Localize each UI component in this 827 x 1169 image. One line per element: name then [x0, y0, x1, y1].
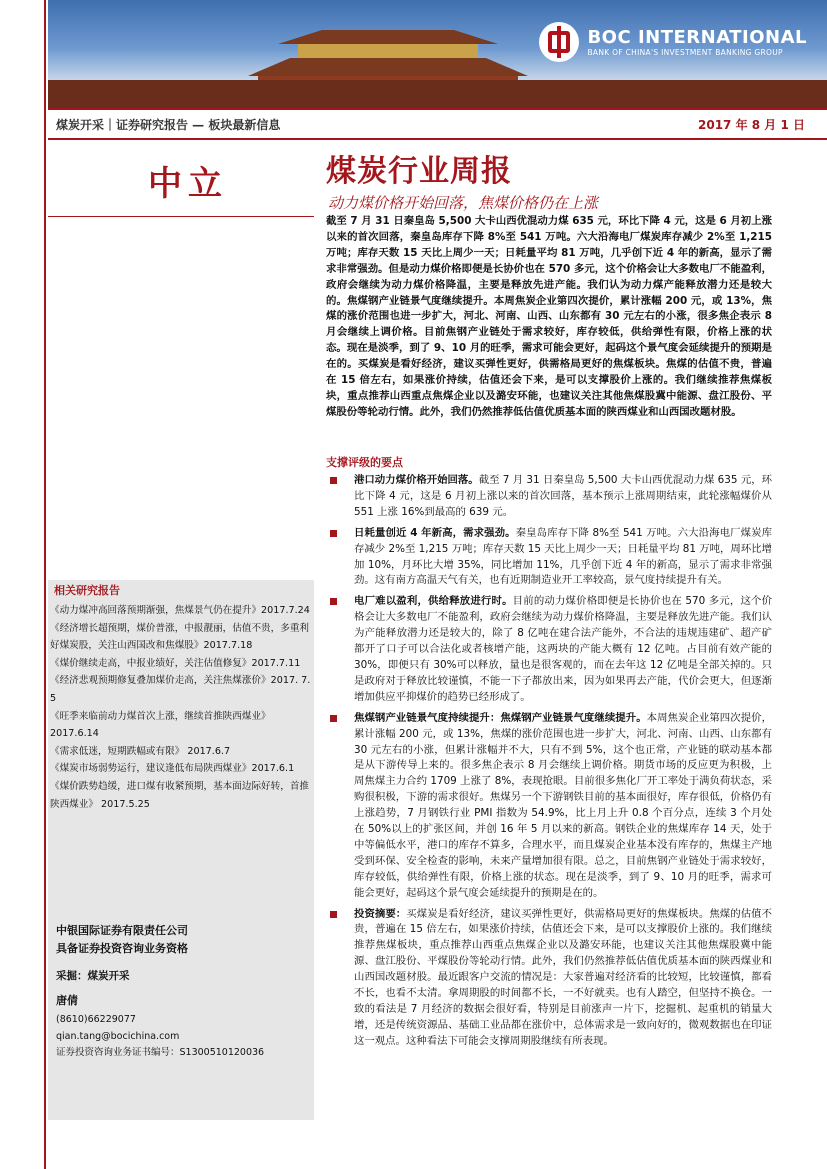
analyst-name: 唐倩 — [56, 994, 78, 1007]
related-report-item[interactable]: 《煤价继续走高，中报业绩好，关注估值修复》2017.7.11 — [50, 657, 301, 669]
page-subtitle: 动力煤价格开始回落，焦煤价格仍在上涨 — [328, 194, 599, 212]
square-bullet-icon — [330, 911, 337, 918]
key-point-lead: 投资摘要： — [354, 907, 407, 920]
square-bullet-icon — [330, 715, 337, 722]
related-report-item[interactable]: 《经济增长超预期，煤价普涨，中报靓丽，估值不贵，多重利好煤炭股，关注山西国改和焦煤股》2017.7.18 — [50, 622, 310, 652]
organization-name: 中银国际证券有限责任公司 — [56, 924, 188, 937]
key-point-lead: 港口动力煤价格开始回落。 — [354, 474, 479, 486]
summary-paragraph: 截至 7 月 31 日秦皇岛 5,500 大卡山西优混动力煤 635 元，环比下降 4 元，这是 6 月初上涨以来的首次回落，秦皇岛库存下降 8%至 541 万吨。六大沿海电厂煤炭库存减少 2%至 1,215 万吨；库存天数 15 天比上周少一天；日耗量平均 81 万吨，几乎创下近 4 年的新高，显示了需求非常强劲。但是动力煤价格即便是长协价也在 570 多元，这个价格会让大多数电厂不能盈利，政府会继续为动力煤价格降温，主要是释放先进产能。我们认为动力煤产能释放潜力还是较大的。焦煤钢产业链景气度继续提升。本周焦炭企业第四次提价，累计涨幅 200 元，或 13%，焦煤的涨价范围也进一步扩大，河北、河南、山西、山东都有 30 元左右的小涨，很多焦企表示 8 月会继续上调价格。目前焦钢产业链处于需求较好，库存较低，供给弹性有限，价格上涨的状态。现在是淡季，到了 9、10 月的旺季，需求可能会更好，起码这个景气度会延续提升的预期是在的。买煤炭是看好经济，建议买弹性更好，供需格局更好的焦煤板块。焦煤的估值不贵，普遍在 15 倍左右，如果涨价持续，估值还会下来，是可以支撑股价上涨的。我们继续推荐焦煤板块，重点推荐山西重点焦煤企业以及潞安环能，也建议关注其他焦煤股冀中能源、盘江股份、平煤股份等轮动行情。此外，我们仍然推荐低估值优质基本面的陕西煤业和山西国改题材股。 — [326, 215, 772, 418]
page-title: 煤炭行业周报 — [326, 154, 512, 189]
square-bullet-icon — [330, 598, 337, 605]
related-report-item[interactable]: 《经济悲观预期修复叠加煤价走高，关注焦煤涨价》2017. 7. 5 — [50, 675, 311, 704]
related-report-item[interactable]: 《动力煤冲高回落预期渐强，焦煤景气仍在提升》2017.7.24 — [50, 605, 310, 616]
report-date: 2017 年 8 月 1 日 — [698, 118, 805, 132]
related-report-item[interactable]: 《需求低迷，短期跌幅或有限》 2017.6.7 — [50, 745, 231, 757]
analyst-email[interactable]: qian.tang@bocichina.com — [56, 1030, 180, 1042]
left-margin-rule — [0, 0, 46, 1169]
key-point-lead: 日耗量创近 4 年新高，需求强劲。 — [354, 526, 516, 539]
key-point — [326, 594, 772, 705]
boc-emblem-icon — [539, 22, 579, 62]
header-banner — [48, 0, 827, 108]
key-point-lead: 焦煤钢产业链景气度持续提升：焦煤钢产业链景气度继续提升。 — [354, 711, 647, 724]
analyst-contact — [56, 1012, 264, 1062]
analyst-phone: (8610)66229077 — [56, 1014, 136, 1025]
logo-text — [587, 27, 807, 57]
brand-tagline: BANK OF CHINA'S INVESTMENT BANKING GROUP — [587, 48, 783, 57]
key-point — [326, 526, 772, 590]
rating-box — [48, 142, 314, 217]
related-reports-title: 相关研究报告 — [54, 584, 120, 597]
rating-label: 中立 — [148, 164, 228, 204]
key-point — [326, 711, 772, 902]
key-point-text: 目前的动力煤价格即便是长协价也在 570 多元，这个价格会让大多数电厂不能盈利，政府会继续为动力煤价格降温，主要是释放先进产能。我们认为产能释放潜力还是较大的，除了 8 亿吨在建合法产能外，不合法的违规违建矿、超产矿都开了口子可以合法化或者核增产能，这两块的产能大概有 12 亿吨。占目前有效产能的 30%，即便只有 30%可以释放，量也是很客观的，而在去年这 12 亿吨是全部关掉的。只是政府对于释放比较谨慎，不能一下子都放出来，因为如果再去产能，代价会更大，但逐渐增加供应平抑煤价的趋势已经形成了。 — [354, 595, 773, 703]
square-bullet-icon — [330, 477, 337, 484]
related-report-item[interactable]: 《煤炭市场弱势运行，建议逢低布局陕西煤业》2017.6.1 — [50, 763, 295, 775]
key-point-text: 秦皇岛库存下降 8%至 541 万吨。六大沿海电厂煤炭库存减少 2%至 1,215 万吨；库存天数 15 天比上周少一天；日耗量平均 81 万吨，周环比增加 10%，月环比大增 35%，同比增加 11%，几乎创下近 4 年的新高，显示了需求非常强劲。这有南方高温天气有关，也有近期制造业开工率较高，景气度持续提升有关。 — [354, 526, 772, 587]
key-point-text: 本周焦炭企业第四次提价，累计涨幅 200 元，或 13%，焦煤的涨价范围也进一步扩大，河北、河南、山西、山东都有 30 元左右的小涨，但累计涨幅并不大，只有不到 5%，这个也正常，产业链的联动基本都是从下游传导上来的。很多焦企表示 8 月会继续上调价格。期货市场的反应更为积极，上周焦煤主力合约 1709 上涨了 8%，表现抢眼。目前很多焦化厂开工率处于满负荷状态，采购很积极，下游的需求很好。焦煤另一个下游钢铁目前的基本面很好，库存很低，价格仍有上涨趋势，7 月钢铁行业 PMI 指数为 54.9%，比上月上升 0.8 个百分点，连续 3 个月处在 50%以上的扩张区间，并创 16 年 5 月以来的新高。钢铁企业的焦煤库存 14 天，处于中等偏低水平，港口的库存不算多，合理水平，而且煤炭企业基本没有库存的，焦煤主产地受到环保、安全检查的影响，未来产量增加很有限。总之，目前焦钢产业链处于需求较好，库存较低，供给弹性有限，价格上涨的状态。现在是淡季，到了 9、10 月的旺季，需求可能会更好，起码这个景气度会延续提升的预期是在的。 — [354, 711, 772, 899]
boc-logo — [539, 22, 807, 62]
square-bullet-icon — [330, 530, 337, 537]
key-point — [326, 473, 772, 521]
brand-name: BOC INTERNATIONAL — [587, 27, 807, 48]
palace-eave — [298, 44, 478, 58]
key-points-list — [326, 473, 772, 1055]
organization — [56, 922, 188, 958]
sector-source: 采掘：煤炭开采 — [56, 970, 130, 982]
report-nav-bar — [48, 108, 827, 140]
key-point-text: 买煤炭是看好经济，建议买弹性更好，供需格局更好的焦煤板块。焦煤的估值不贵，普遍在 15 倍左右，如果涨价持续，估值还会下来，是可以支撑股价上涨的。我们继续推荐焦煤板块，重点推荐山西重点焦煤企业以及潞安环能，也建议关注其他焦煤股冀中能源、盘江股份、平煤股份等轮动行情。此外，我们仍然推荐低估值优质基本面的陕西煤业和山西国改题材股。最近跟客户交流的情况是：大家普遍对经济看的比较短，比较谨慎，都看不长，也看不太清。拿周期股的时间都不长，一不好就卖。也有人踏空，但坚持不换仓。一致的看法是 7 月经济的数据会很好看，特别是目前涨声一片下，挖掘机、起重机的销量大增，还是传统资源品、基础工业品都在涨价中，总体需求是一致向好的，微观数据也在印证这一观点。这种看法下可能会支撑周期股继续有所表现。 — [354, 907, 773, 1047]
key-points-title: 支撑评级的要点 — [326, 456, 403, 469]
palace-wall — [48, 80, 827, 108]
key-point-text: 截至 7 月 31 日秦皇岛 5,500 大卡山西优混动力煤 635 元，环比下降 4 元，这是 6 月初上涨以来的首次回落，基本预示上涨周期结束，此轮涨幅煤价从 551 上涨 16%到最高的 639 元。 — [354, 474, 772, 518]
organization-qualification: 具备证券投资咨询业务资格 — [56, 942, 188, 955]
related-reports-list — [50, 602, 312, 813]
key-point — [326, 907, 772, 1050]
related-report-item[interactable]: 《旺季来临前动力煤首次上涨，继续首推陕西煤业》2017.6.14 — [50, 710, 271, 740]
palace-roof-lower — [248, 58, 528, 76]
key-point-lead: 电厂难以盈利，供给释放进行时。 — [354, 595, 513, 608]
related-report-item[interactable]: 《煤价跌势趋缓，进口煤有收紧预期，基本面边际好转，首推陕西煤业》 2017.5.25 — [50, 780, 310, 810]
palace-roof-top — [278, 30, 498, 44]
breadcrumb: 煤炭开采｜证券研究报告 — 板块最新信息 — [56, 118, 281, 132]
analyst-cert: 证券投资咨询业务证书编号：S1300510120036 — [56, 1047, 265, 1058]
